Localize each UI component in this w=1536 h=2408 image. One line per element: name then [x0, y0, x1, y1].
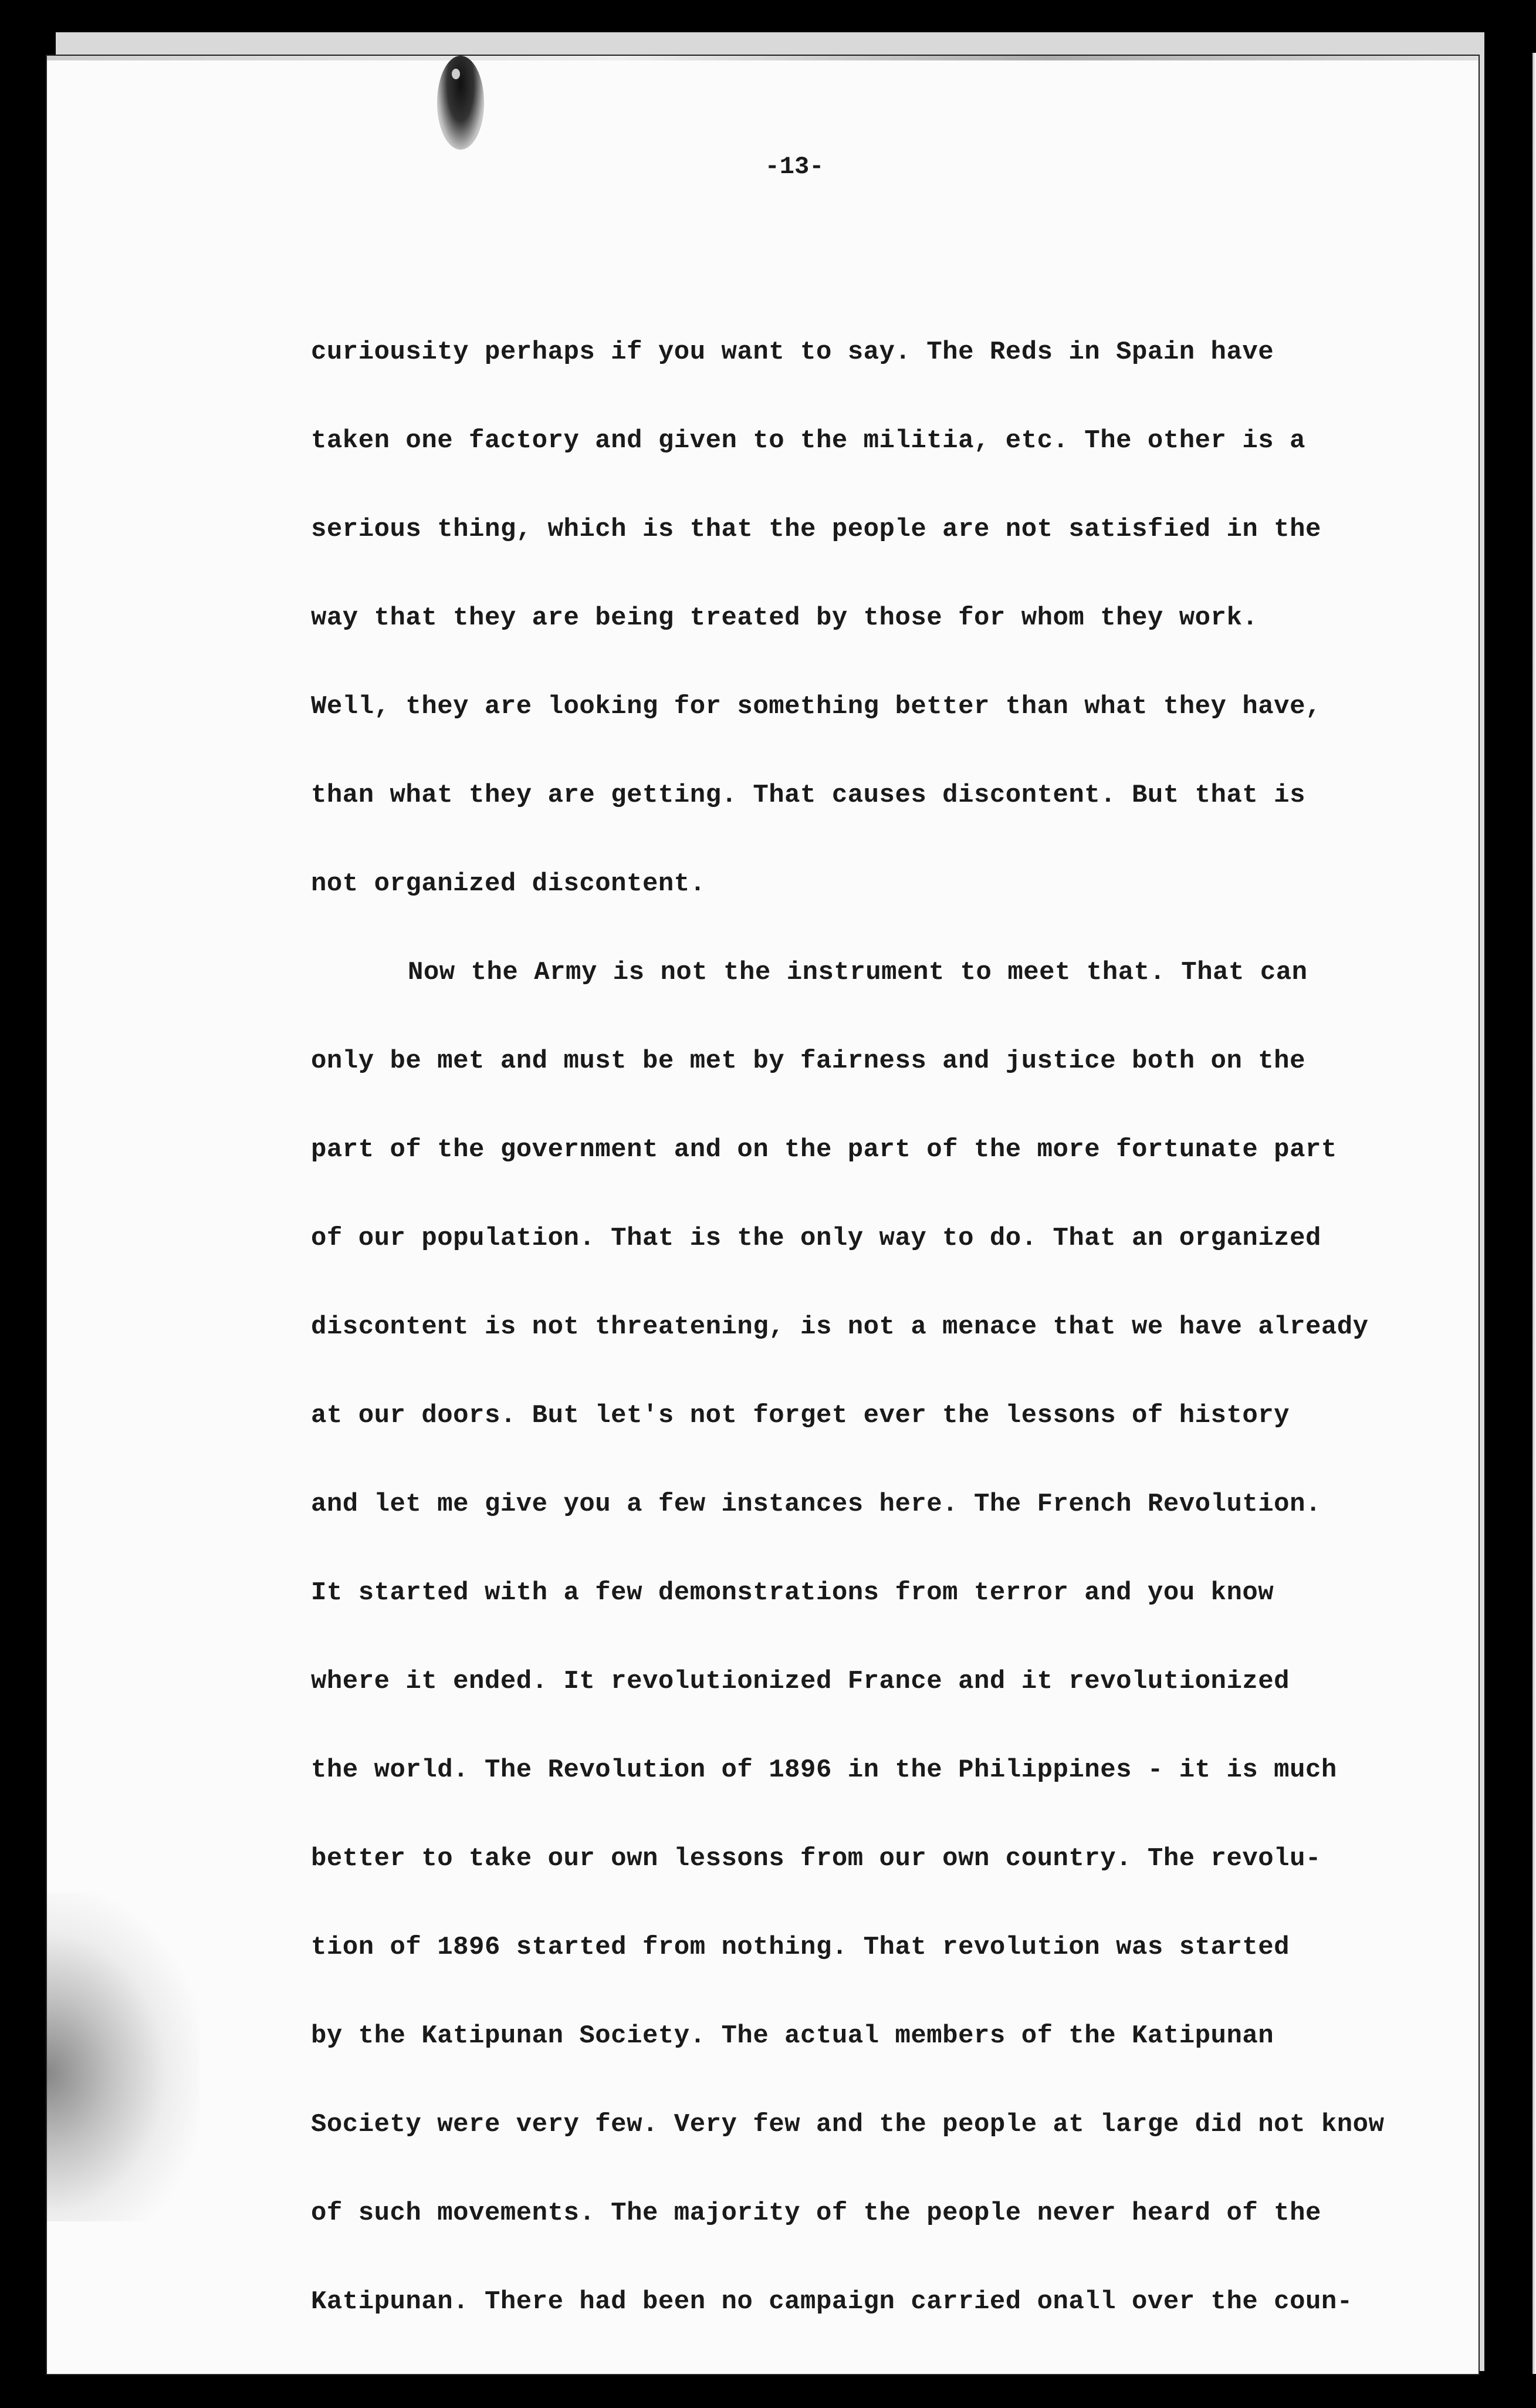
- text-line: It started with a few demonstrations from terror and you know: [311, 1578, 1274, 1607]
- page-number: -13-: [764, 153, 824, 181]
- page-edge: [1532, 53, 1536, 2374]
- text-line: Society were very few. Very few and the people at large did not know: [311, 2110, 1385, 2139]
- text-line: way that they are being treated by those for whom they work.: [311, 603, 1258, 633]
- punch-hole-mark: [437, 56, 484, 150]
- text-line: discontent is not threatening, is not a menace that we have already: [311, 1312, 1369, 1342]
- text-line: of such movements. The majority of the people never heard of the: [311, 2198, 1321, 2228]
- text-line: by the Katipunan Society. The actual members of the Katipunan: [311, 2021, 1274, 2051]
- text-line: and let me give you a few instances here. The French Revolution.: [311, 1490, 1321, 1519]
- text-line: Now the Army is not the instrument to meet that. That can: [408, 958, 1308, 987]
- text-line: taken one factory and given to the militia, etc. The other is a: [311, 426, 1305, 455]
- text-line: serious thing, which is that the people are not satisfied in the: [311, 515, 1321, 544]
- text-line: Katipunan. There had been no campaign carried onall over the coun-: [311, 2287, 1353, 2316]
- text-line: than what they are getting. That causes discontent. But that is: [311, 781, 1305, 810]
- text-line: where it ended. It revolutionized France and it revolutionized: [311, 1667, 1290, 1696]
- body-text: [311, 335, 1426, 2373]
- punch-hole-highlight: [452, 69, 460, 79]
- text-line: better to take our own lessons from our own country. The revolu-: [311, 1844, 1321, 1873]
- text-line: only be met and must be met by fairness and justice both on the: [311, 1046, 1305, 1076]
- text-line: tion of 1896 started from nothing. That revolution was started: [311, 1933, 1290, 1962]
- text-line: the world. The Revolution of 1896 in the Philippines - it is much: [311, 1755, 1337, 1785]
- page-top-edge: [47, 56, 1479, 60]
- smudge-mark: [47, 1893, 199, 2221]
- text-line: curiousity perhaps if you want to say. The Reds in Spain have: [311, 337, 1274, 367]
- text-line: part of the government and on the part of the more fortunate part: [311, 1135, 1337, 1164]
- text-line: at our doors. But let's not forget ever the lessons of history: [311, 1401, 1290, 1430]
- text-line: of our population. That is the only way to do. That an organized: [311, 1224, 1321, 1253]
- text-line: not organized discontent.: [311, 869, 706, 899]
- text-line: Well, they are looking for something better than what they have,: [311, 692, 1321, 721]
